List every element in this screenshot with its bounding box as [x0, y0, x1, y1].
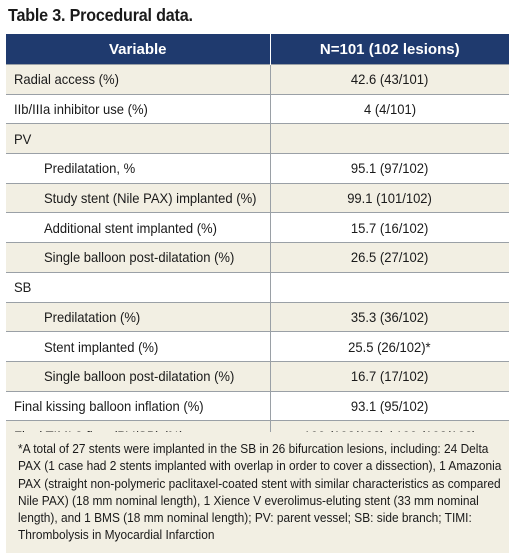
row-label-text: Single balloon post-dilatation (%): [44, 368, 235, 385]
row-value-text: 15.7 (16/102): [351, 219, 429, 236]
table-footnote: [6, 432, 509, 553]
table-row: [6, 302, 509, 332]
row-label: [6, 243, 270, 273]
footnote-text: *A total of 27 stents were implanted in the SB in 26 bifurcation lesions, including: 24 Delta PAX (1 case had 2 stents implanted with overlap in order to cover a dissection), 1 Amazonia PAX (straight non-polymeric paclitaxel-coated stent with similar characteristics as compared Nile PAX) (18 mm nominal length), 1 Xience V everolimus-eluting stent (33 mm nominal length), and 1 BMS (18 mm nominal length); PV: parent vessel; SB: side branch; TIMI: Thrombolysis in Myocardial Infarction: [18, 441, 502, 543]
table-row: [6, 332, 509, 362]
row-label-text: Stent implanted (%): [44, 338, 159, 355]
table-row: [6, 213, 509, 243]
row-label-text: Additional stent implanted (%): [44, 219, 217, 236]
row-value: [270, 124, 509, 154]
row-label-text: PV: [14, 130, 32, 147]
row-value-text: 95.1 (97/102): [351, 160, 429, 177]
row-value-text: 16.7 (17/102): [351, 368, 429, 385]
row-value: [270, 213, 509, 243]
row-label: [6, 272, 270, 302]
row-label-text: Predilatation (%): [44, 308, 141, 325]
row-label-text: Single balloon post-dilatation (%): [44, 249, 235, 266]
row-label: [6, 94, 270, 124]
table-row: [6, 65, 509, 95]
table-row: [6, 124, 509, 154]
row-value: [270, 272, 509, 302]
row-label-text: Study stent (Nile PAX) implanted (%): [44, 190, 257, 207]
table-row: [6, 272, 509, 302]
row-value-text: 25.5 (26/102)*: [348, 338, 432, 355]
row-value: [270, 332, 509, 362]
table-row: [6, 94, 509, 124]
table-row: [6, 391, 509, 421]
header-variable: Variable: [6, 34, 270, 65]
row-label-text: Radial access (%): [14, 71, 119, 88]
table-title: Table 3. Procedural data.: [8, 5, 193, 25]
procedural-data-table: [6, 34, 509, 451]
row-label-text: SB: [14, 279, 32, 296]
row-value: [270, 65, 509, 95]
row-value: [270, 94, 509, 124]
row-label: [6, 332, 270, 362]
table-row: [6, 183, 509, 213]
row-value-text: 42.6 (43/101): [351, 71, 429, 88]
row-value: [270, 391, 509, 421]
row-label: [6, 361, 270, 391]
table-row: [6, 243, 509, 273]
row-value: [270, 361, 509, 391]
row-label: [6, 154, 270, 184]
row-label: [6, 183, 270, 213]
table-row: [6, 361, 509, 391]
row-label: [6, 65, 270, 95]
row-label: [6, 391, 270, 421]
row-value-text: 99.1 (101/102): [347, 190, 433, 207]
row-value: [270, 154, 509, 184]
row-value-text: 93.1 (95/102): [351, 397, 429, 414]
row-label: [6, 124, 270, 154]
row-value: [270, 183, 509, 213]
row-value-text: 4 (4/101): [363, 101, 416, 118]
row-label: [6, 302, 270, 332]
row-value: [270, 243, 509, 273]
table-row: [6, 154, 509, 184]
row-label-text: IIb/IIIa inhibitor use (%): [14, 101, 148, 118]
row-value-text: 26.5 (27/102): [351, 249, 429, 266]
table-header-row: [6, 34, 509, 65]
row-label-text: Final kissing balloon inflation (%): [14, 397, 204, 414]
row-label-text: Predilatation, %: [44, 160, 136, 177]
row-value: [270, 302, 509, 332]
row-value-text: 35.3 (36/102): [351, 308, 429, 325]
row-label: [6, 213, 270, 243]
header-value: N=101 (102 lesions): [270, 34, 509, 65]
